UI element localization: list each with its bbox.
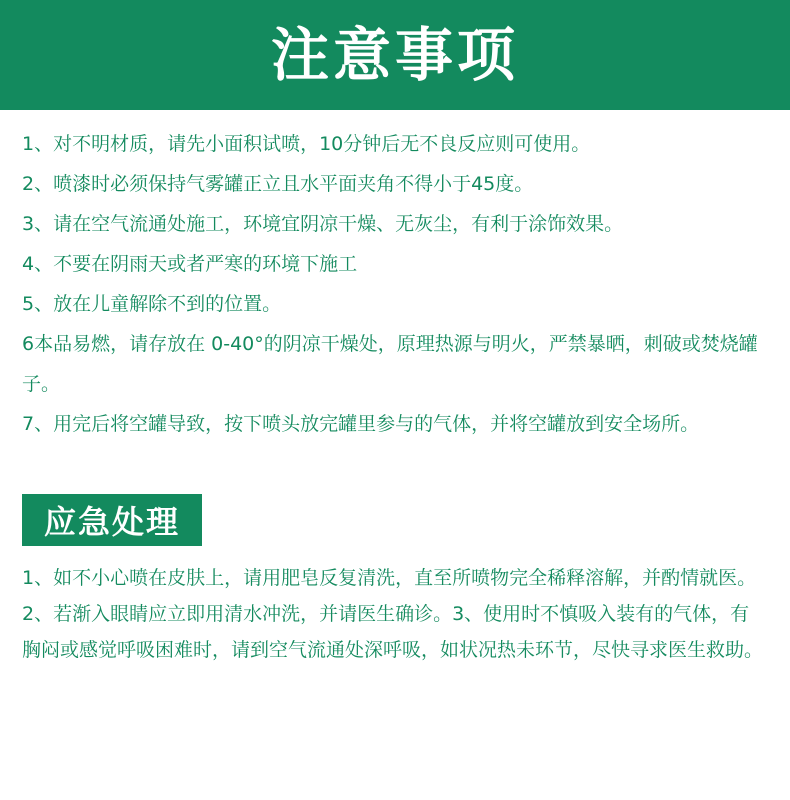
precautions-list	[22, 124, 772, 444]
precaution-item-2: 2、喷漆时必须保持气雾罐正立且水平面夹角不得小于45度。	[22, 173, 534, 195]
emergency-list	[22, 560, 767, 668]
precaution-item-7: 7、用完后将空罐导致，按下喷头放完罐里参与的气体，并将空罐放到安全场所。	[22, 413, 700, 435]
precaution-item-4: 4、不要在阴雨天或者严寒的环境下施工	[22, 253, 358, 275]
precaution-item-6: 6本品易燃，请存放在 0-40°的阴凉干燥处，原理热源与明火，严禁暴晒，刺破或焚烧罐子。	[22, 333, 758, 395]
emergency-item-2: 2、若渐入眼睛应立即用清水冲洗，并请医生确诊。3、使用时不慎吸入装有的气体，有胸闷或感觉呼吸困难时，请到空气流通处深呼吸，如状况热未环节，尽快寻求医生救助。	[22, 603, 764, 661]
precaution-item-3: 3、请在空气流通处施工，环境宜阴凉干燥、无灰尘，有利于涂饰效果。	[22, 213, 624, 235]
emergency-item-1: 1、如不小心喷在皮肤上，请用肥皂反复清洗，直至所喷物完全稀释溶解，并酌情就医。	[22, 567, 757, 589]
precaution-item-5: 5、放在儿童解除不到的位置。	[22, 293, 282, 315]
header-banner	[0, 0, 790, 110]
page-title: 注意事项	[270, 21, 519, 89]
emergency-section-title: 应急处理	[43, 503, 180, 541]
emergency-section-badge	[22, 494, 202, 546]
precaution-item-1: 1、对不明材质，请先小面积试喷，10分钟后无不良反应则可使用。	[22, 133, 591, 155]
